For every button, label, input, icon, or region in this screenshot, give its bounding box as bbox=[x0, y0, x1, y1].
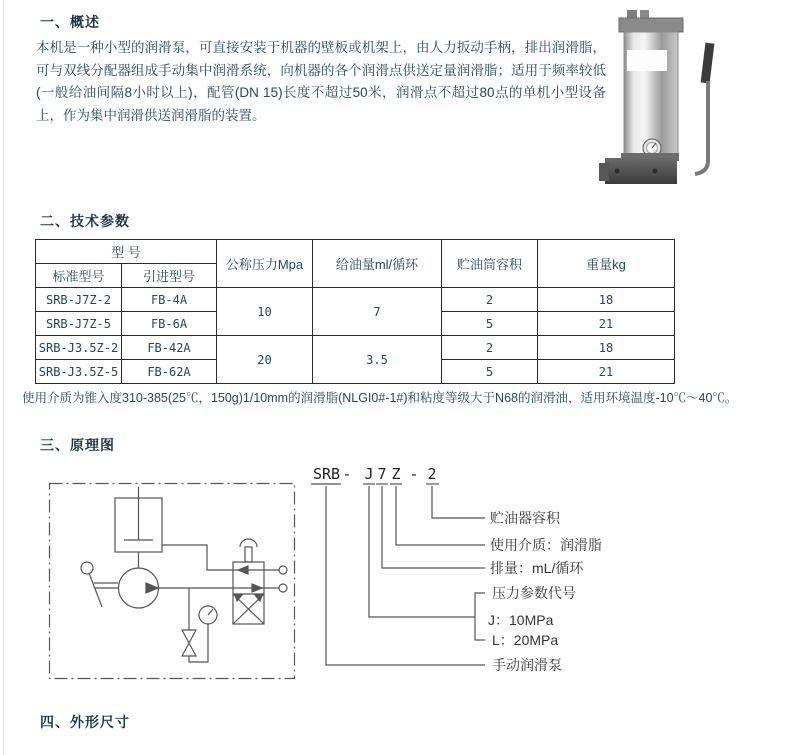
designation-lines bbox=[311, 484, 485, 665]
reservoir-symbol bbox=[115, 487, 162, 552]
table-row bbox=[36, 288, 675, 312]
outlet-port-b bbox=[279, 584, 287, 592]
section1-heading: 一、概述 bbox=[40, 14, 100, 30]
cell-output: 7 bbox=[313, 288, 442, 336]
cell-imported: FB-42A bbox=[122, 336, 217, 360]
section3-heading: 三、原理图 bbox=[40, 437, 115, 453]
code-medium: Z bbox=[391, 465, 401, 483]
col-imported-model: 引进型号 bbox=[122, 264, 217, 288]
cell-reservoir: 2 bbox=[442, 336, 538, 360]
cell-pressure: 20 bbox=[217, 336, 313, 384]
pump-photo bbox=[597, 3, 767, 188]
cell-pressure: 10 bbox=[217, 288, 313, 336]
code-reservoir: 2 bbox=[427, 465, 437, 483]
code-series: SRB bbox=[313, 465, 341, 483]
hydraulic-schematic bbox=[48, 482, 297, 682]
code-dash1: - bbox=[342, 465, 352, 483]
code-displacement: 7 bbox=[377, 465, 387, 483]
col-pressure: 公称压力Mpa bbox=[217, 240, 313, 288]
cell-imported: FB-6A bbox=[122, 312, 217, 336]
pump-label bbox=[627, 50, 667, 71]
cell-weight: 18 bbox=[538, 288, 675, 312]
cell-weight: 21 bbox=[538, 360, 675, 384]
page-left-border bbox=[3, 0, 4, 755]
cell-standard: SRB-J7Z-2 bbox=[36, 288, 122, 312]
table-row bbox=[36, 336, 675, 360]
label-medium: 使用介质：润滑脂 bbox=[490, 537, 602, 553]
label-pressure-j: J：10MPa bbox=[488, 612, 554, 628]
cell-imported: FB-62A bbox=[122, 360, 217, 384]
pump-handle bbox=[695, 43, 714, 174]
section4-heading: 四、外形尺寸 bbox=[40, 714, 130, 730]
cell-standard: SRB-J3.5Z-5 bbox=[36, 360, 122, 384]
overview-paragraph: 本机是一种小型的润滑泵，可直接安装于机器的壁板或机架上，由人力扳动手柄，排出润滑脂，可与双线分配器组成手动集中润滑系统，向机器的各个润滑点供送定量润滑脂；适用于频率较低(一般给油间隔8小时以上)，配管(DN 15)长度不超过50米，润滑点不超过80点的单机小型设备上，作为集中润滑供送润滑脂的装置。 bbox=[36, 40, 606, 123]
col-reservoir: 贮油筒容积 bbox=[442, 240, 538, 288]
label-pressure-l: L：20MPa bbox=[492, 632, 559, 648]
label-pressure-code: 压力参数代号 bbox=[492, 585, 576, 601]
code-dash2: - bbox=[409, 465, 419, 483]
reversing-valve-symbol bbox=[233, 539, 264, 624]
cell-weight: 18 bbox=[538, 336, 675, 360]
label-pump: 手动润滑泵 bbox=[492, 657, 562, 673]
cell-weight: 21 bbox=[538, 312, 675, 336]
designation-labels bbox=[488, 510, 602, 673]
col-model-group: 型 号 bbox=[36, 240, 217, 264]
cell-standard: SRB-J3.5Z-2 bbox=[36, 336, 122, 360]
cell-reservoir: 5 bbox=[442, 312, 538, 336]
cell-output: 3.5 bbox=[313, 336, 442, 384]
pressure-line bbox=[158, 584, 279, 592]
pressure-gauge-symbol bbox=[199, 606, 217, 624]
outlet-port-a bbox=[279, 566, 287, 574]
needle-valve-symbol bbox=[182, 588, 208, 662]
return-line bbox=[162, 545, 279, 574]
medium-note: 使用介质为锥入度310-385(25℃，150g)1/10mm的润滑脂(NLGI0#-1#)和粘度等级大于N68的润滑油，适用环境温度-10℃～40℃。 bbox=[22, 391, 738, 405]
cell-reservoir: 5 bbox=[442, 360, 538, 384]
model-designation-diagram bbox=[300, 453, 780, 688]
cell-reservoir: 2 bbox=[442, 288, 538, 312]
col-standard-model: 标准型号 bbox=[36, 264, 122, 288]
pump-base bbox=[599, 153, 679, 184]
cell-imported: FB-4A bbox=[122, 288, 217, 312]
label-reservoir: 贮油器容积 bbox=[490, 510, 560, 526]
col-weight: 重量kg bbox=[538, 240, 675, 288]
hand-pump-symbol bbox=[81, 562, 159, 608]
schematic-boundary bbox=[50, 484, 295, 679]
section2-heading: 二、技术参数 bbox=[40, 213, 130, 229]
label-displacement: 排量：mL/循环 bbox=[490, 560, 584, 576]
model-code bbox=[313, 465, 437, 483]
pump-cap bbox=[619, 18, 683, 32]
table-header-row bbox=[36, 240, 675, 264]
spec-table bbox=[35, 239, 675, 384]
cell-standard: SRB-J7Z-5 bbox=[36, 312, 122, 336]
col-output: 给油量ml/循环 bbox=[313, 240, 442, 288]
code-pressure: J bbox=[364, 465, 374, 483]
